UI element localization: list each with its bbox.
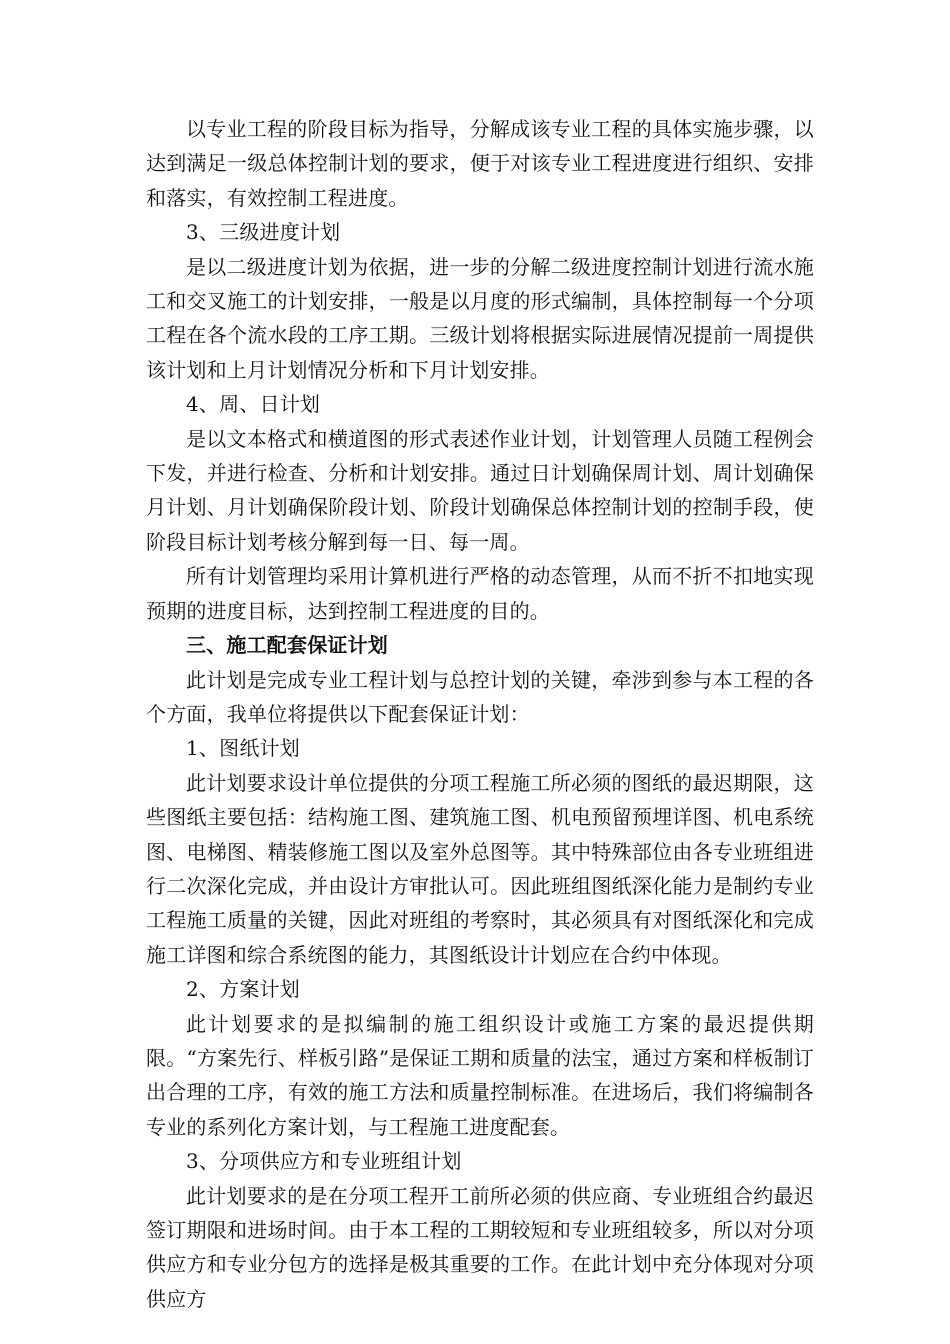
subsection-title: 3、分项供应方和专业班组计划	[186, 1149, 462, 1174]
paragraph: 此计划是完成专业工程计划与总控计划的关键，牵涉到参与本工程的各个方面，我单位将提供以下配套保证计划：	[146, 667, 814, 726]
subsection-title: 4、周、日计划	[186, 392, 321, 417]
section-heading: 三、施工配套保证计划	[186, 633, 388, 658]
paragraph: 是以二级进度计划为依据，进一步的分解二级进度控制计划进行流水施工和交叉施工的计划安排，一般是以月度的形式编制，具体控制每一个分项工程在各个流水段的工序工期。三级计划将根据实际进展情况提前一周提供该计划和上月计划情况分析和下月计划安排。	[146, 254, 814, 382]
subsection-title: 2、方案计划	[186, 977, 300, 1002]
paragraph: 以专业工程的阶段目标为指导，分解成该专业工程的具体实施步骤，以达到满足一级总体控制计划的要求，便于对该专业工程进度进行组织、安排和落实，有效控制工程进度。	[146, 117, 814, 210]
document-page	[146, 112, 814, 1316]
paragraph: 此计划要求的是在分项工程开工前所必须的供应商、专业班组合约最迟签订期限和进场时间。由于本工程的工期较短和专业班组较多，所以对分项供应方和专业分包方的选择是极其重要的工作。在此计划中充分体现对分项供应方	[146, 1183, 814, 1311]
paragraph: 此计划要求的是拟编制的施工组织设计或施工方案的最迟提供期限。“方案先行、样板引路”是保证工期和质量的法宝，通过方案和样板制订出合理的工序，有效的施工方法和质量控制标准。在进场后，我们将编制各专业的系列化方案计划，与工程施工进度配套。	[146, 1011, 814, 1139]
subsection-title: 3、三级进度计划	[186, 220, 341, 245]
paragraph: 此计划要求设计单位提供的分项工程施工所必须的图纸的最迟期限，这些图纸主要包括：结构施工图、建筑施工图、机电预留预埋详图、机电系统图、电梯图、精装修施工图以及室外总图等。其中特殊部位由各专业班组进行二次深化完成，并由设计方审批认可。因此班组图纸深化能力是制约专业工程施工质量的关键，因此对班组的考察时，其必须具有对图纸深化和完成施工详图和综合系统图的能力，其图纸设计计划应在合约中体现。	[146, 770, 814, 967]
subsection-title: 1、图纸计划	[186, 736, 300, 761]
paragraph: 是以文本格式和横道图的形式表述作业计划，计划管理人员随工程例会下发，并进行检查、分析和计划安排。通过日计划确保周计划、周计划确保月计划、月计划确保阶段计划、阶段计划确保总体控制计划的控制手段，使阶段目标计划考核分解到每一日、每一周。	[146, 426, 814, 554]
paragraph: 所有计划管理均采用计算机进行严格的动态管理，从而不折不扣地实现预期的进度目标，达到控制工程进度的目的。	[146, 564, 814, 623]
